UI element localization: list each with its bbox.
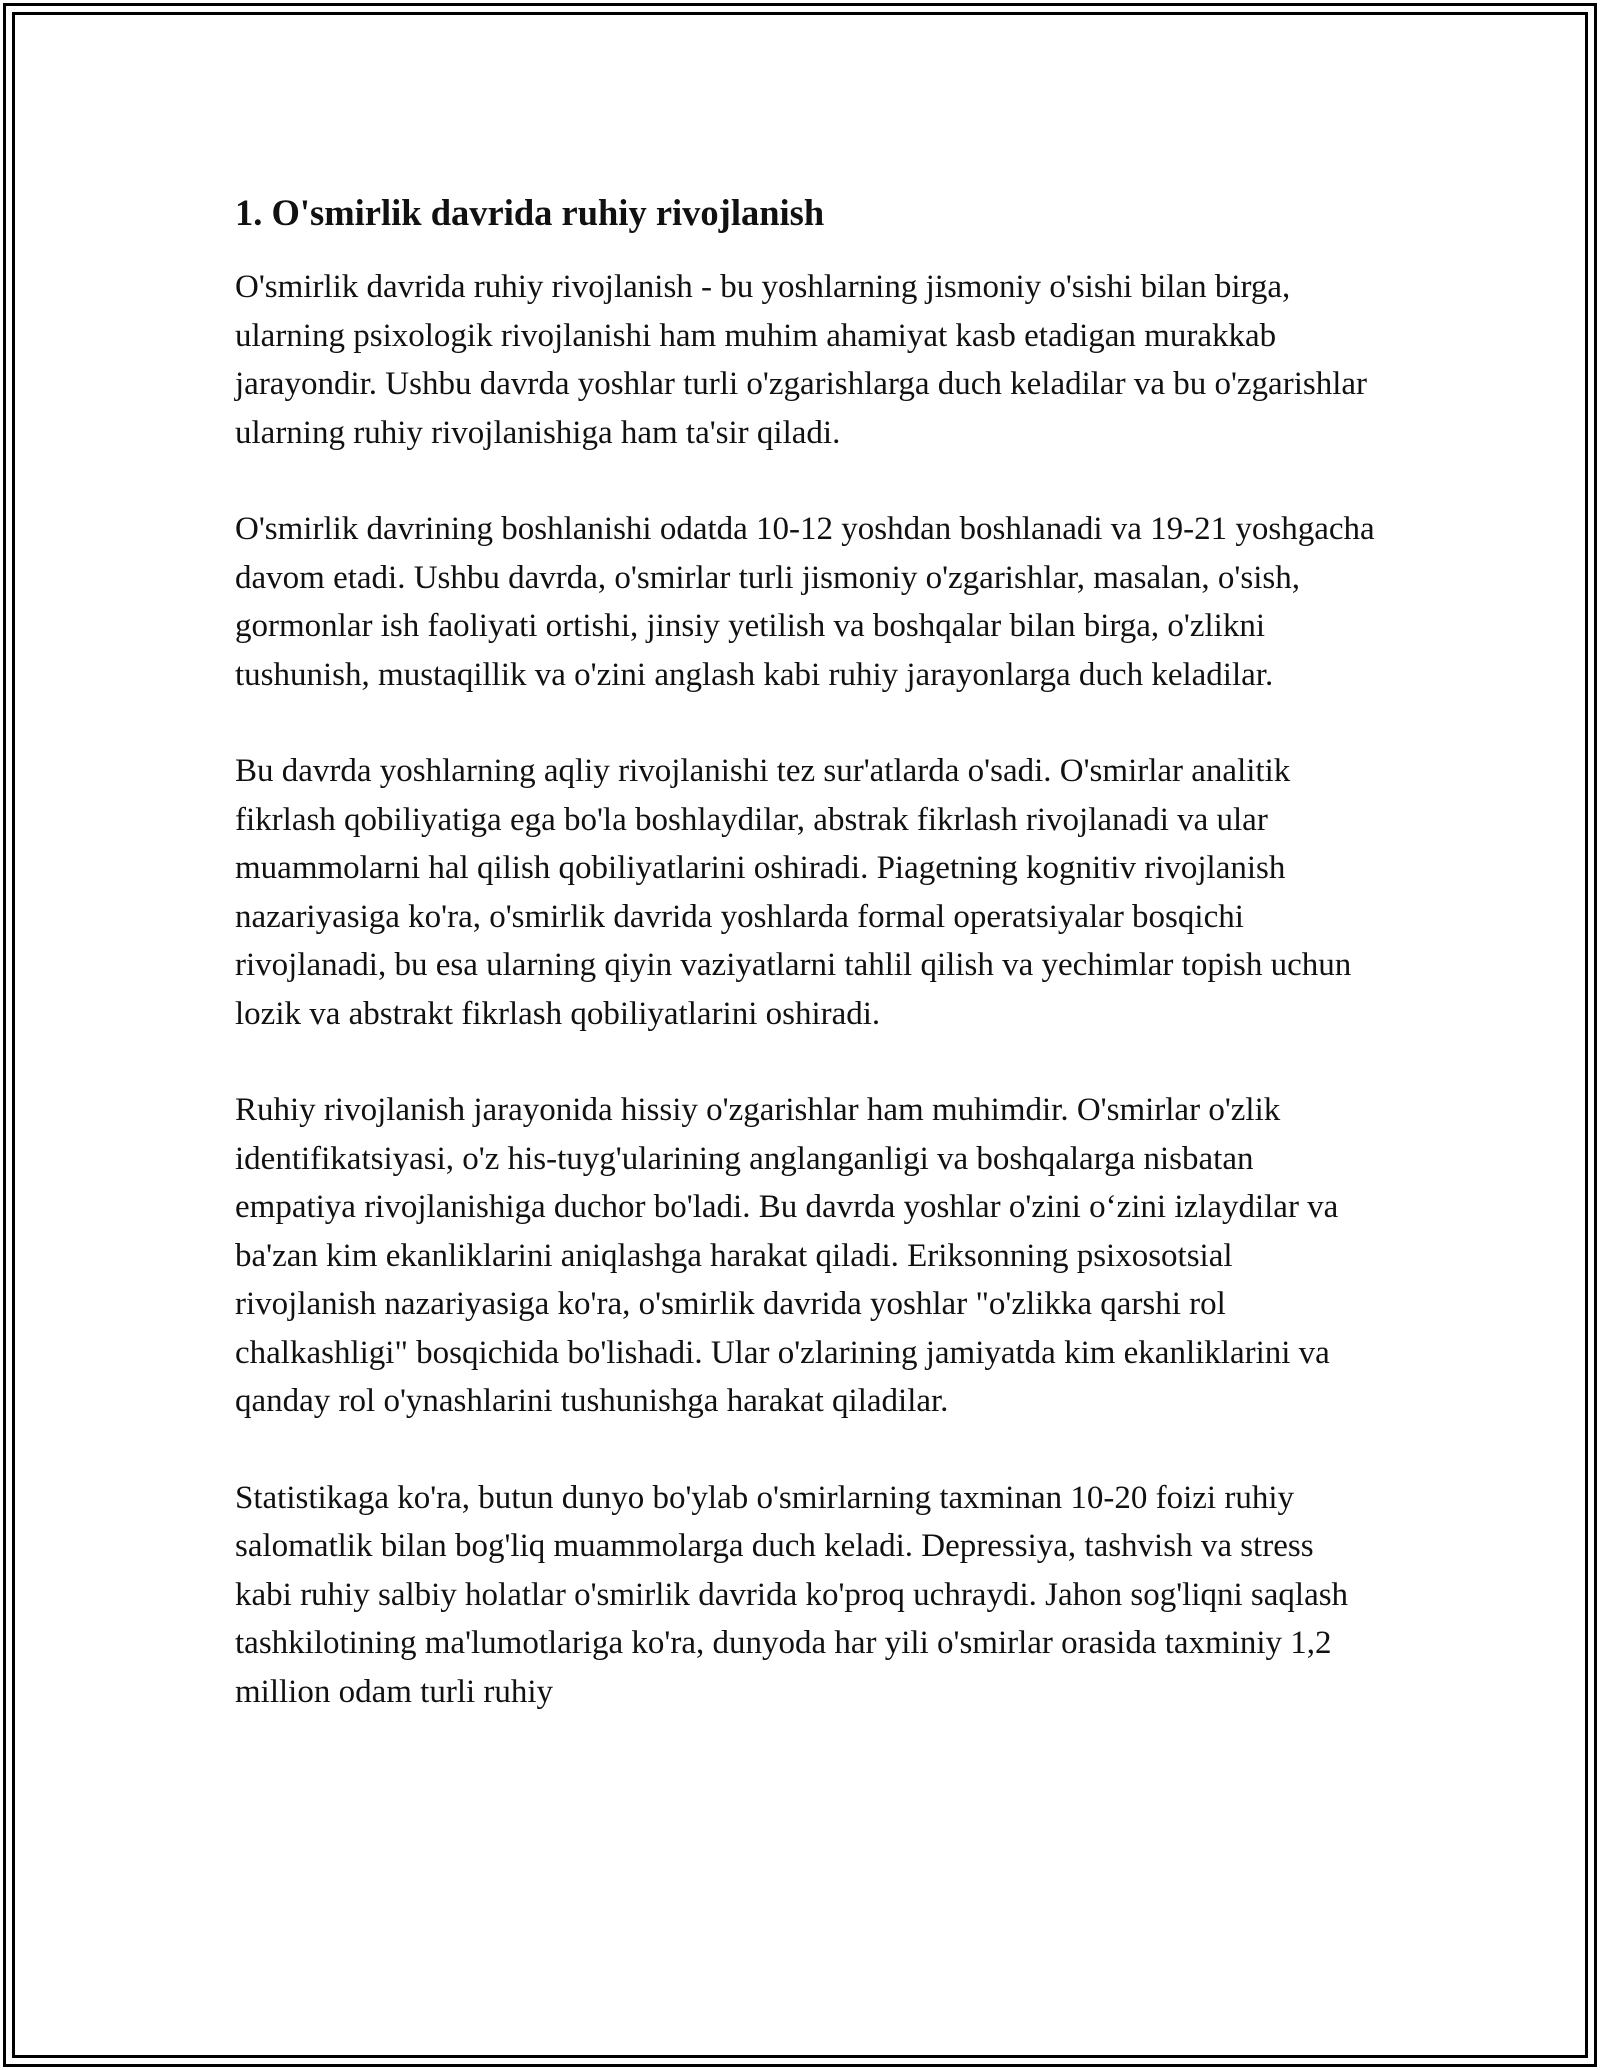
section-heading: 1. O'smirlik davrida ruhiy rivojlanish (235, 192, 825, 233)
paragraph-3: Bu davrda yoshlarning aqliy rivojlanishi tez sur'atlarda o'sadi. O'smirlar analitik fikrlash qobiliyatiga ega bo'la boshlaydilar, abstrak fikrlash rivojlanadi va ular muammolarni hal qilish qobiliyatlarini oshiradi. Piagetning kognitiv rivojlanish nazariyasiga ko'ra, o'smirlik davrida yoshlarda formal operatsiyalar bosqichi rivojlanadi, bu esa ularning qiyin vaziyatlarni tahlil qilish va yechimlar topish uchun lozik va abstrakt fikrlash qobiliyatlarini oshiradi. (235, 753, 1352, 1032)
paragraph-5: Statistikaga ko'ra, butun dunyo bo'ylab o'smirlarning taxminan 10-20 foizi ruhiy salomatlik bilan bog'liq muammolarga duch keladi. Depressiya, tashvish va stress kabi ruhiy salbiy holatlar o'smirlik davrida ko'proq uchraydi. Jahon sog'liqni saqlash tashkilotining ma'lumotlariga ko'ra, dunyoda har yili o'smirlar orasida taxminiy 1,2 million odam turli ruhiy (235, 1479, 1349, 1710)
paragraph-1: O'smirlik davrida ruhiy rivojlanish - bu yoshlarning jismoniy o'sishi bilan birga, ularning psixologik rivojlanishi ham muhim ahamiyat kasb etadigan murakkab jarayondir. Ushbu davrda yoshlar turli o'zgarishlarga duch keladilar va bu o'zgarishlar ularning ruhiy rivojlanishiga ham ta'sir qiladi. (235, 269, 1368, 451)
document-body (235, 185, 1375, 1764)
paragraph-2: O'smirlik davrining boshlanishi odatda 10-12 yoshdan boshlanadi va 19-21 yoshgacha davom etadi. Ushbu davrda, o'smirlar turli jismoniy o'zgarishlar, masalan, o'sish, gormonlar ish faoliyati ortishi, jinsiy yetilish va boshqalar bilan birga, o'zlikni tushunish, mustaqillik va o'zini anglash kabi ruhiy jarayonlarga duch keladilar. (235, 511, 1375, 693)
paragraph-4: Ruhiy rivojlanish jarayonida hissiy o'zgarishlar ham muhimdir. O'smirlar o'zlik identifikatsiyasi, o'z his-tuyg'ularining anglanganligi va boshqalarga nisbatan empatiya rivojlanishiga duchor bo'ladi. Bu davrda yoshlar o'zini o‘zini izlaydilar va ba'zan kim ekanliklarini aniqlashga harakat qiladi. Eriksonning psixosotsial rivojlanish nazariyasiga ko'ra, o'smirlik davrida yoshlar "o'zlikka qarshi rol chalkashligi" bosqichida bo'lishadi. Ular o'zlarining jamiyatda kim ekanliklarini va qanday rol o'ynashlarini tushunishga harakat qiladilar. (235, 1092, 1339, 1419)
